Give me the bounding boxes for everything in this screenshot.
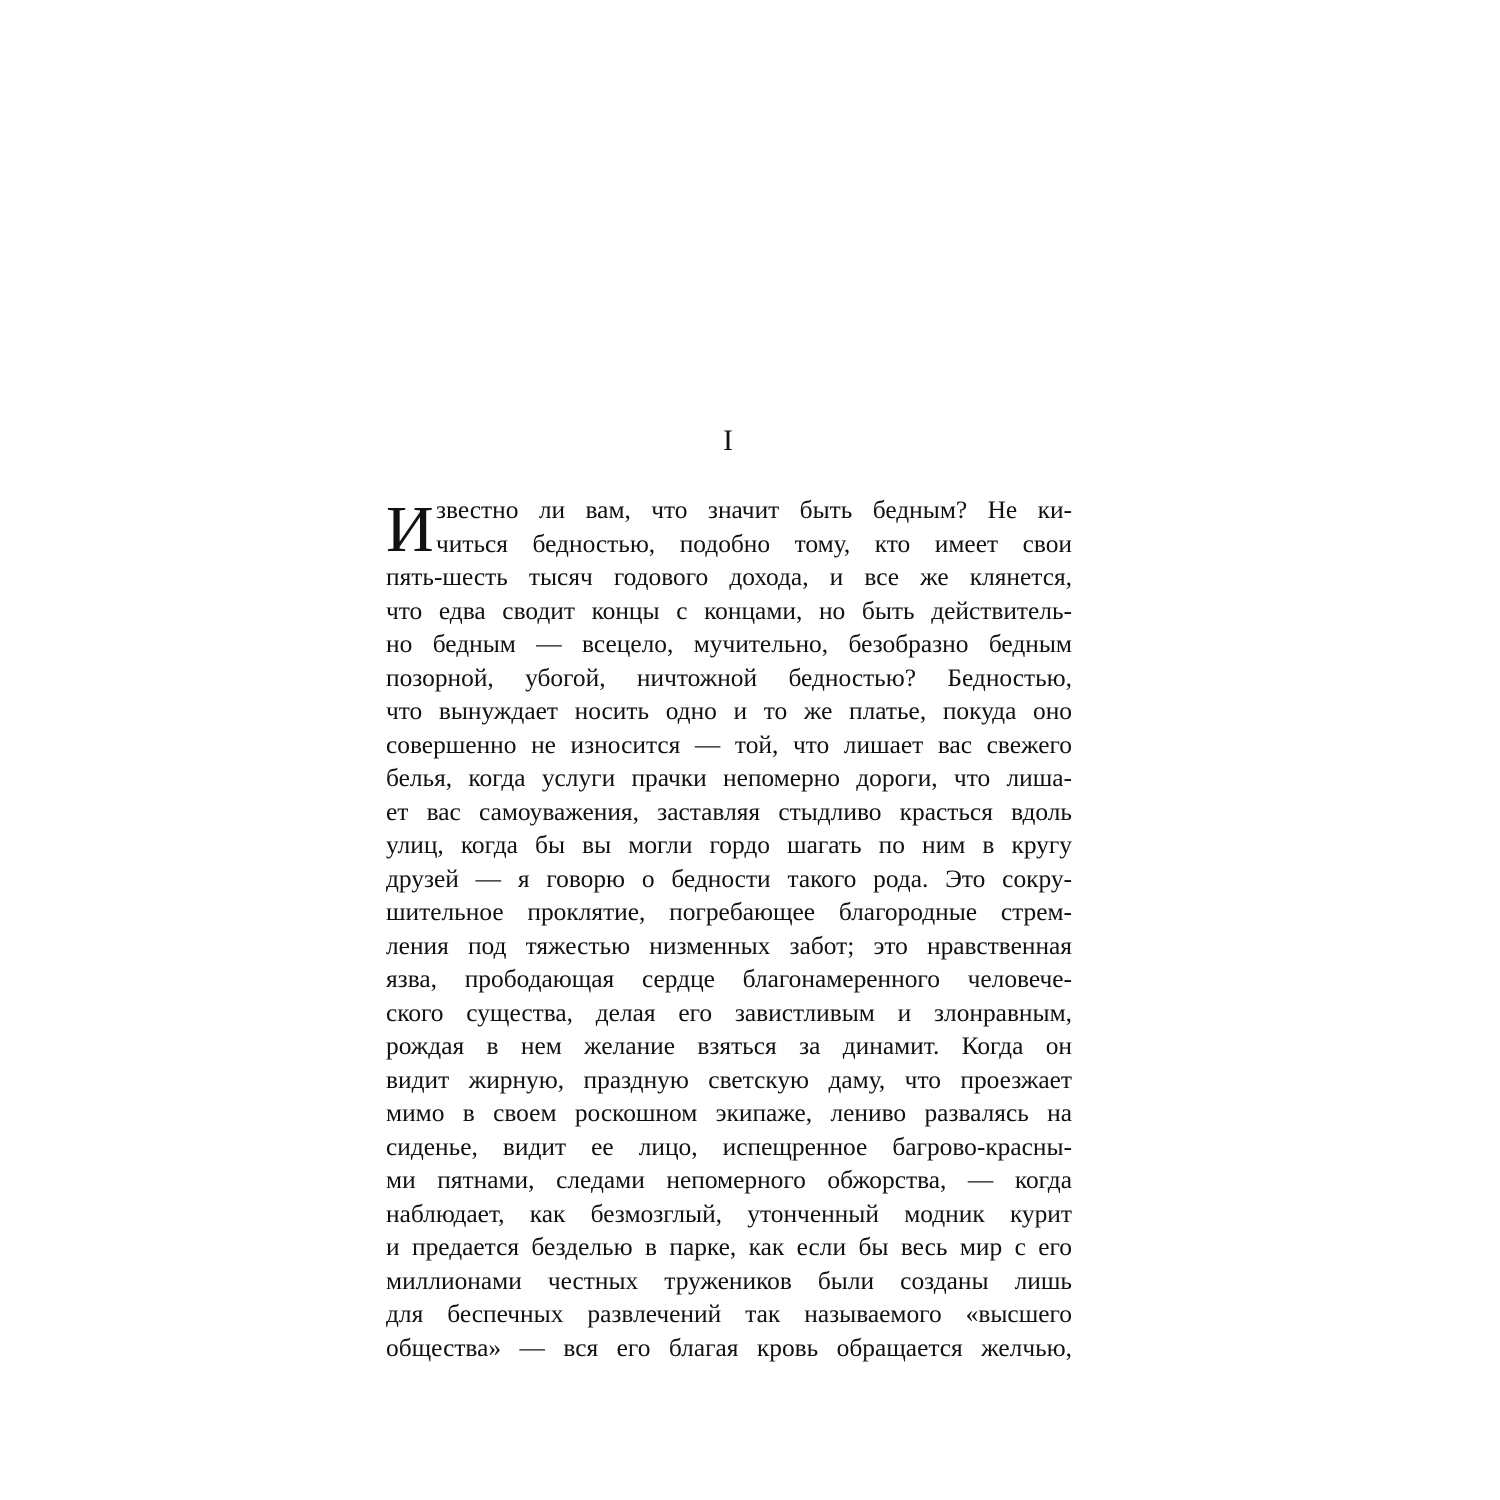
paragraph: [386, 494, 1072, 1365]
text-line: что вынуждает носить одно и то же платье, покуда оно: [386, 697, 1072, 725]
text-line: мимо в своем роскошном экипаже, лениво развалясь на: [386, 1099, 1072, 1127]
text-line: и предается безделью в парке, как если бы весь мир с его: [386, 1233, 1072, 1261]
text-line: сиденье, видит ее лицо, испещренное багрово-красны-: [386, 1132, 1072, 1161]
text-line: ского существа, делая его завистливым и злонравным,: [386, 998, 1072, 1027]
text-line: ет вас самоуважения, заставляя стыдливо красться вдоль: [386, 797, 1072, 826]
text-line: друзей — я говорю о бедности такого рода. Это сокру-: [386, 864, 1072, 893]
text-line: позорной, убогой, ничтожной бедностью? Бедностью,: [386, 663, 1072, 692]
text-line: общества» — вся его благая кровь обращается желчью,: [386, 1333, 1072, 1362]
text-line: рождая в нем желание взяться за динамит. Когда он: [386, 1032, 1072, 1060]
drop-cap: И: [386, 493, 434, 566]
text-line: что едва сводит концы с концами, но быть действитель-: [386, 596, 1072, 625]
text-line: ми пятнами, следами непомерного обжорства, — когда: [386, 1166, 1072, 1194]
text-line: шительное проклятие, погребающее благородные стрем-: [386, 898, 1072, 926]
text-line: читься бедностью, подобно тому, кто имеет свои: [436, 529, 1072, 558]
text-line: звестно ли вам, что значит быть бедным? Не ки-: [436, 496, 1072, 524]
text-line: для беспечных развлечений так называемого «высшего: [386, 1300, 1072, 1328]
text-line: улиц, когда бы вы могли гордо шагать по ним в кругу: [386, 831, 1072, 859]
text-line: пять-шесть тысяч годового дохода, и все же клянется,: [386, 563, 1072, 591]
chapter-heading: I: [723, 424, 733, 457]
text-line: но бедным — всецело, мучительно, безобразно бедным: [386, 630, 1072, 658]
text-line: миллионами честных тружеников были созданы лишь: [386, 1266, 1072, 1295]
text-line: язва, прободающая сердце благонамеренного человече-: [386, 965, 1072, 993]
text-line: видит жирную, праздную светскую даму, что проезжает: [386, 1065, 1072, 1094]
text-line: наблюдает, как безмозглый, утонченный модник курит: [386, 1199, 1072, 1228]
text-line: ления под тяжестью низменных забот; это нравственная: [386, 931, 1072, 960]
text-line: совершенно не износится — той, что лишает вас свежего: [386, 730, 1072, 759]
text-line: белья, когда услуги прачки непомерно дороги, что лиша-: [386, 764, 1072, 792]
